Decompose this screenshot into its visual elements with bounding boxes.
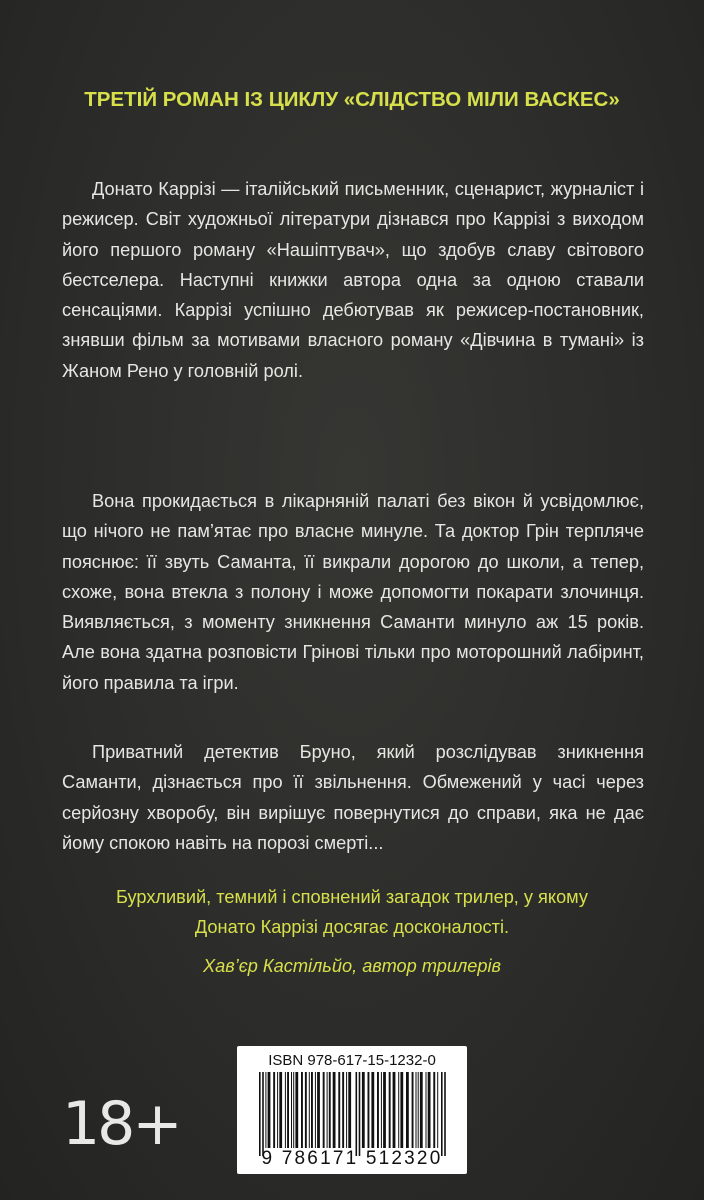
age-rating-badge: 18+ (62, 1089, 180, 1159)
review-quote-line-1: Бурхливий, темний і сповнений загадок трилер, у якому (115, 887, 588, 907)
isbn-barcode-block (237, 1046, 467, 1174)
ean-number: 9 786171 512320 (261, 1148, 443, 1169)
synopsis-paragraph-2: Приватний детектив Бруно, який розслідував зникнення Саманти, дізнається про її звільнення. Обмежений у часі через серйозну хворобу, він вирішує повернутися до справи, яка не дає йому спокою навіть на порозі смерті... (62, 742, 644, 853)
author-bio-paragraph: Донато Каррізі — італійський письменник, сценарист, журналіст і режисер. Світ художньої літератури дізнався про Каррізі з виходом його першого роману «Нашіптувач», що здобув славу світового бестселера. Наступні книжки автора одна за одною ставали сенсаціями. Каррізі успішно дебютував як режисер-постановник, знявши фільм за мотивами власного роману «Дівчина в тумані» із Жаном Рено у головній ролі. (62, 179, 644, 381)
series-tagline: ТРЕТІЙ РОМАН ІЗ ЦИКЛУ «СЛІДСТВО МІЛИ ВАСКЕС» (84, 88, 620, 111)
synopsis-paragraph-1: Вона прокидається в лікарняній палаті без вікон й усвідомлює, що нічого не пам’ятає про власне минуле. Та доктор Грін терпляче пояснює: її звуть Саманта, її викрали дорогою до школи, а тепер, схоже, вона втекла з полону і може допомогти покарати злочинця. Виявляється, з моменту зникнення Саманти минуло аж 15 років. Але вона здатна розповісти Грінові тільки про моторошний лабіринт, його правила та ігри. (62, 491, 644, 693)
isbn-label: ISBN 978-617-15-1232-0 (268, 1052, 436, 1069)
review-quote (40, 882, 664, 942)
review-quote-line-2: Донато Каррізі досягає досконалості. (194, 917, 510, 937)
review-quote-author: Хав’єр Кастільйо, автор трилерів (202, 956, 502, 976)
